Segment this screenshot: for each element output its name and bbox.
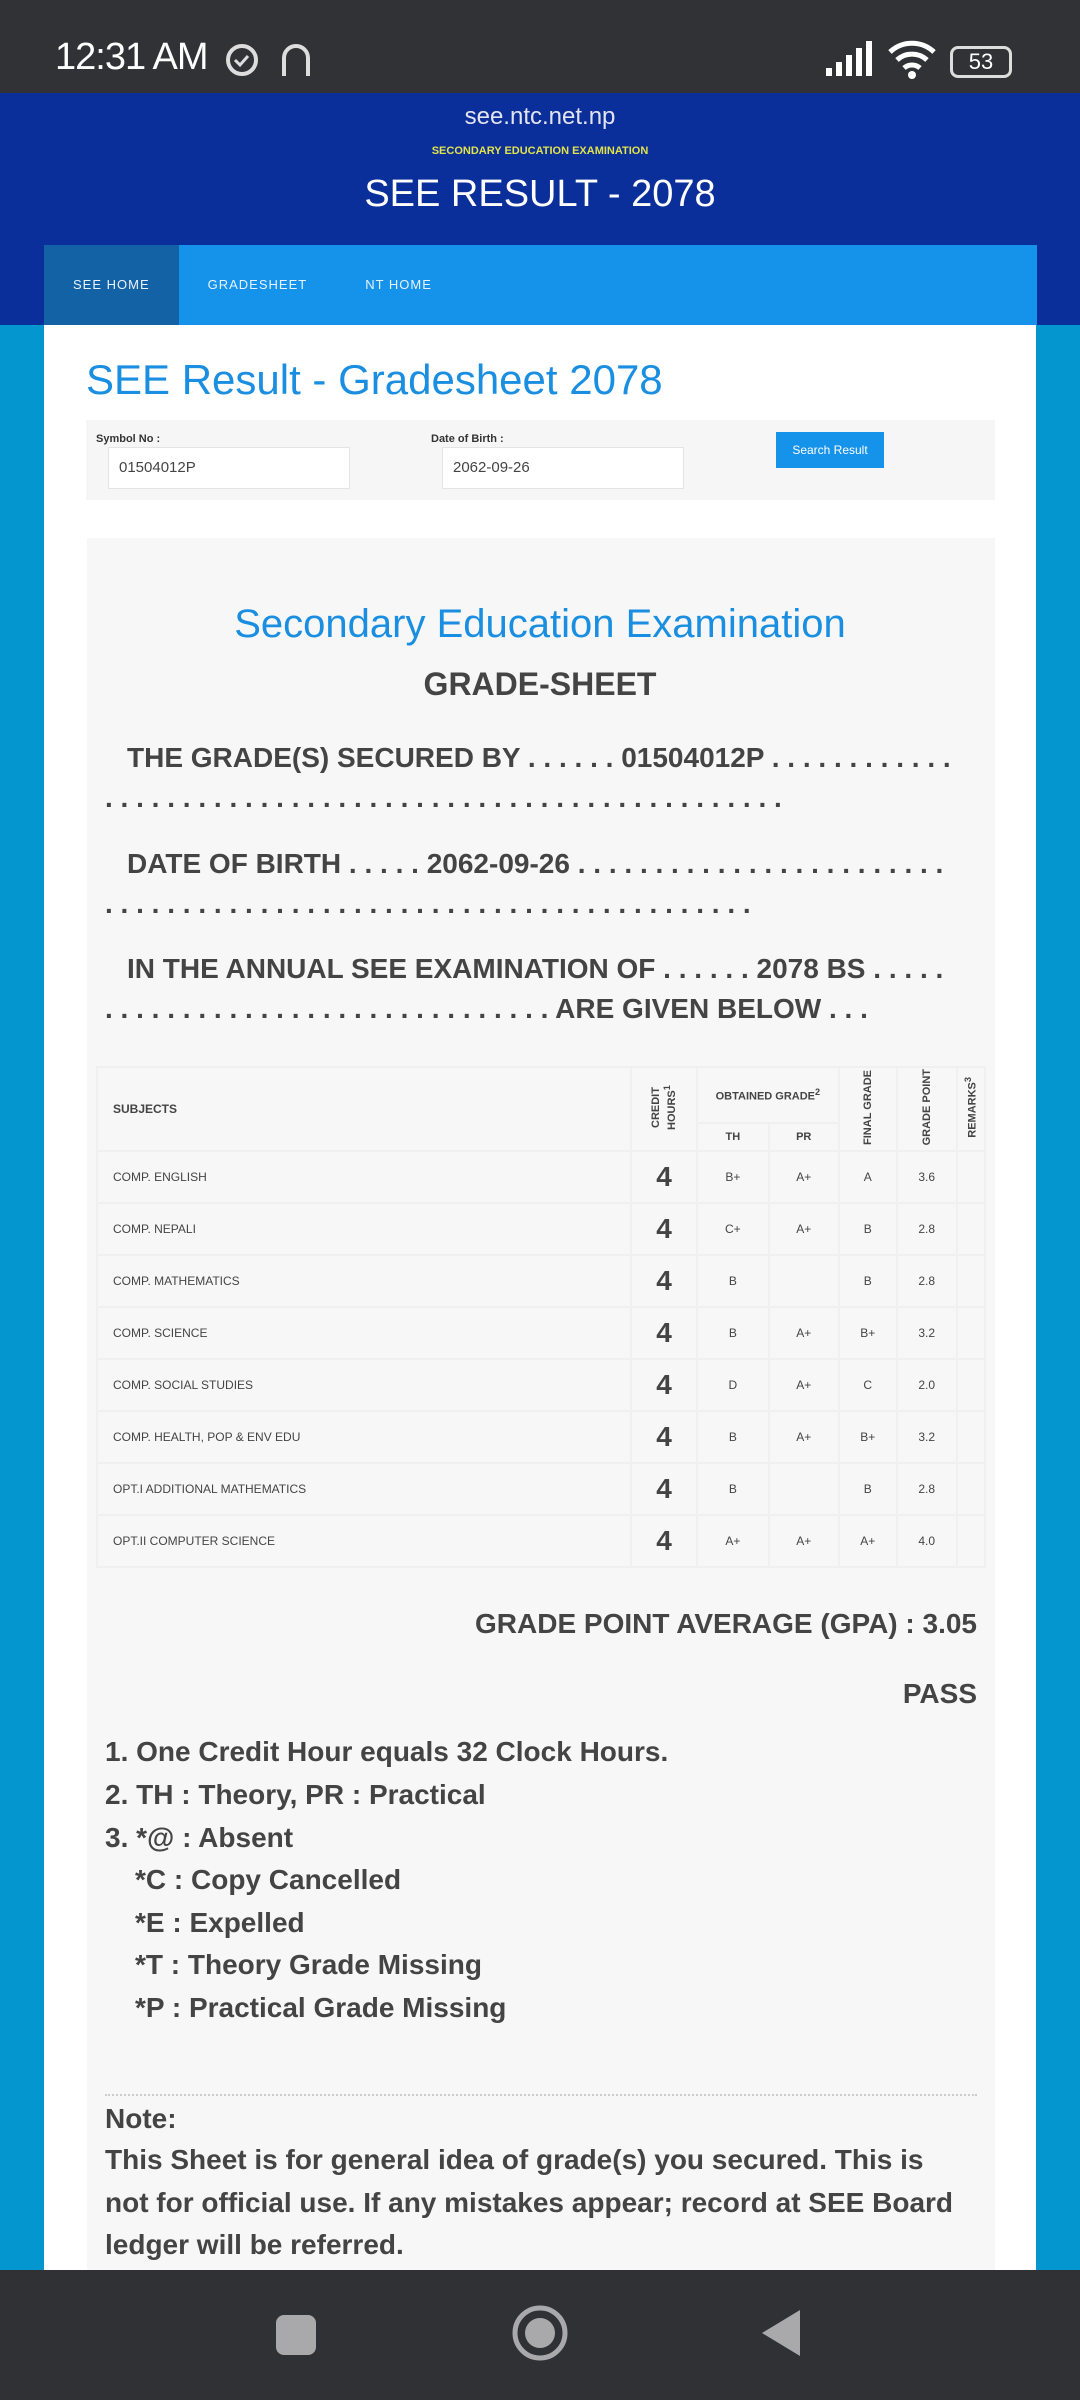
table-row xyxy=(97,1463,985,1515)
cell-pr xyxy=(769,1463,839,1515)
note-line-1: This Sheet is for general idea of grade(s) you secured. This is xyxy=(105,2144,924,2175)
grades-table xyxy=(96,1066,986,1568)
cell-gp: 2.8 xyxy=(897,1255,957,1307)
dob-line: DATE OF BIRTH . . . . . 2062-09-26 . . . . . . . . . . . . . . . . . . . . . . . . xyxy=(127,848,944,879)
cell-pr: A+ xyxy=(769,1203,839,1255)
cell-gp: 3.6 xyxy=(897,1151,957,1203)
cell-th: B xyxy=(697,1307,769,1359)
cell-gp: 3.2 xyxy=(897,1307,957,1359)
cell-final: B+ xyxy=(839,1307,897,1359)
table-row xyxy=(97,1151,985,1203)
cell-pr: A+ xyxy=(769,1359,839,1411)
table-row xyxy=(97,1307,985,1359)
wifi-icon xyxy=(888,38,936,80)
cell-credit: 4 xyxy=(631,1515,697,1567)
cell-final: B xyxy=(839,1463,897,1515)
col-grade-point: GRADE POINT xyxy=(897,1067,957,1151)
cell-pr: A+ xyxy=(769,1151,839,1203)
cell-subject: COMP. ENGLISH xyxy=(97,1151,631,1203)
secured-by-line: THE GRADE(S) SECURED BY . . . . . . 01504012P . . . . . . . . . . . . xyxy=(127,742,951,773)
cell-subject: COMP. SCIENCE xyxy=(97,1307,631,1359)
cell-th: A+ xyxy=(697,1515,769,1567)
status-bar xyxy=(0,0,1080,93)
cell-subject: COMP. NEPALI xyxy=(97,1203,631,1255)
cell-final: C xyxy=(839,1359,897,1411)
footnote-theory-missing: *T : Theory Grade Missing xyxy=(135,1949,482,1980)
sheet-subheading: GRADE-SHEET xyxy=(423,666,657,702)
cell-th: B xyxy=(697,1463,769,1515)
cell-remarks xyxy=(957,1203,985,1255)
site-title: SEE RESULT - 2078 xyxy=(364,173,716,215)
note-line-3: ledger will be referred. xyxy=(105,2229,404,2260)
cell-pr: A+ xyxy=(769,1515,839,1567)
footnote-2: 2. TH : Theory, PR : Practical xyxy=(105,1779,486,1810)
system-nav-bar xyxy=(0,2270,1080,2400)
clock: 12:31 AM xyxy=(55,36,208,78)
symbol-input[interactable]: 01504012P xyxy=(108,447,350,489)
battery-icon: 53 xyxy=(950,46,1012,78)
cell-gp: 2.8 xyxy=(897,1203,957,1255)
note-line-2: not for official use. If any mistakes appear; record at SEE Board xyxy=(105,2187,954,2218)
col-pr: PR xyxy=(769,1123,839,1151)
cell-th: B+ xyxy=(697,1151,769,1203)
cell-subject: COMP. MATHEMATICS xyxy=(97,1255,631,1307)
cell-th: B xyxy=(697,1255,769,1307)
secured-by-line-cont: . . . . . . . . . . . . . . . . . . . . . . . . . . . . . . . . . . . . . . . . . . . . xyxy=(105,782,782,813)
cell-credit: 4 xyxy=(631,1151,697,1203)
cell-final: A+ xyxy=(839,1515,897,1567)
footnote-practical-missing: *P : Practical Grade Missing xyxy=(135,1992,507,2023)
sheet-heading: Secondary Education Examination xyxy=(234,602,846,646)
cell-credit: 4 xyxy=(631,1463,697,1515)
cell-subject: COMP. SOCIAL STUDIES xyxy=(97,1359,631,1411)
footnote-copy-cancelled: *C : Copy Cancelled xyxy=(135,1864,402,1895)
cell-final: B+ xyxy=(839,1411,897,1463)
alarm-headset-icons xyxy=(222,38,312,80)
cell-pr: A+ xyxy=(769,1411,839,1463)
cell-subject: COMP. HEALTH, POP & ENV EDU xyxy=(97,1411,631,1463)
result-status: PASS xyxy=(902,1678,977,1709)
nav-bar xyxy=(44,245,1037,325)
cell-remarks xyxy=(957,1307,985,1359)
col-th: TH xyxy=(697,1123,769,1151)
recents-button[interactable] xyxy=(276,2315,316,2355)
site-subtitle: SECONDARY EDUCATION EXAMINATION xyxy=(431,145,649,157)
cell-gp: 4.0 xyxy=(897,1515,957,1567)
cell-credit: 4 xyxy=(631,1255,697,1307)
table-row xyxy=(97,1411,985,1463)
cell-credit: 4 xyxy=(631,1203,697,1255)
footnote-3: 3. *@ : Absent xyxy=(105,1822,294,1853)
cell-gp: 2.0 xyxy=(897,1359,957,1411)
cell-pr xyxy=(769,1255,839,1307)
cell-th: D xyxy=(697,1359,769,1411)
cell-th: B xyxy=(697,1411,769,1463)
dob-input[interactable]: 2062-09-26 xyxy=(442,447,684,489)
back-button[interactable] xyxy=(760,2308,805,2358)
col-final-grade: FINAL GRADE xyxy=(839,1067,897,1151)
table-row xyxy=(97,1515,985,1567)
cell-final: B xyxy=(839,1203,897,1255)
cell-gp: 3.2 xyxy=(897,1411,957,1463)
footnote-expelled: *E : Expelled xyxy=(135,1907,305,1938)
dob-label: Date of Birth : xyxy=(431,433,504,445)
dob-line-cont: . . . . . . . . . . . . . . . . . . . . . . . . . . . . . . . . . . . . . . . . . . xyxy=(105,888,751,919)
cell-credit: 4 xyxy=(631,1359,697,1411)
col-obtained-grade: OBTAINED GRADE$^2$ xyxy=(697,1067,839,1123)
col-subjects: SUBJECTS xyxy=(97,1067,631,1151)
site-url: see.ntc.net.np xyxy=(464,103,616,130)
table-row xyxy=(97,1203,985,1255)
exam-line: IN THE ANNUAL SEE EXAMINATION OF . . . . . . 2078 BS . . . . . xyxy=(127,953,944,984)
nav-see-home[interactable]: SEE HOME xyxy=(44,245,179,325)
divider xyxy=(105,2094,977,2096)
cell-pr: A+ xyxy=(769,1307,839,1359)
cell-remarks xyxy=(957,1411,985,1463)
col-credit-hours: CREDIT HOURS$^1$ xyxy=(631,1067,697,1151)
cell-credit: 4 xyxy=(631,1307,697,1359)
footnote-1: 1. One Credit Hour equals 32 Clock Hours. xyxy=(105,1736,669,1767)
gpa: GRADE POINT AVERAGE (GPA) : 3.05 xyxy=(475,1608,977,1639)
table-row xyxy=(97,1255,985,1307)
note-title: Note: xyxy=(105,2103,177,2134)
cell-gp: 2.8 xyxy=(897,1463,957,1515)
search-form xyxy=(86,420,995,500)
cell-credit: 4 xyxy=(631,1411,697,1463)
cell-remarks xyxy=(957,1359,985,1411)
search-result-button[interactable]: Search Result xyxy=(776,432,884,468)
exam-line-cont: . . . . . . . . . . . . . . . . . . . . . . . . . . . . . ARE GIVEN BELOW . . . xyxy=(105,993,868,1024)
nav-gradesheet[interactable]: GRADESHEET xyxy=(207,277,308,292)
cell-final: B xyxy=(839,1255,897,1307)
cell-subject: OPT.II COMPUTER SCIENCE xyxy=(97,1515,631,1567)
cell-subject: OPT.I ADDITIONAL MATHEMATICS xyxy=(97,1463,631,1515)
col-remarks: REMARKS$^3$ xyxy=(957,1067,985,1151)
cell-remarks xyxy=(957,1463,985,1515)
table-row xyxy=(97,1359,985,1411)
cell-remarks xyxy=(957,1255,985,1307)
symbol-label: Symbol No : xyxy=(96,433,161,445)
home-button[interactable] xyxy=(510,2303,570,2363)
page-title: SEE Result - Gradesheet 2078 xyxy=(86,356,663,403)
cell-remarks xyxy=(957,1151,985,1203)
cell-remarks xyxy=(957,1515,985,1567)
signal-icon xyxy=(826,40,886,76)
cell-th: C+ xyxy=(697,1203,769,1255)
nav-nt-home[interactable]: NT HOME xyxy=(365,277,432,292)
cell-final: A xyxy=(839,1151,897,1203)
